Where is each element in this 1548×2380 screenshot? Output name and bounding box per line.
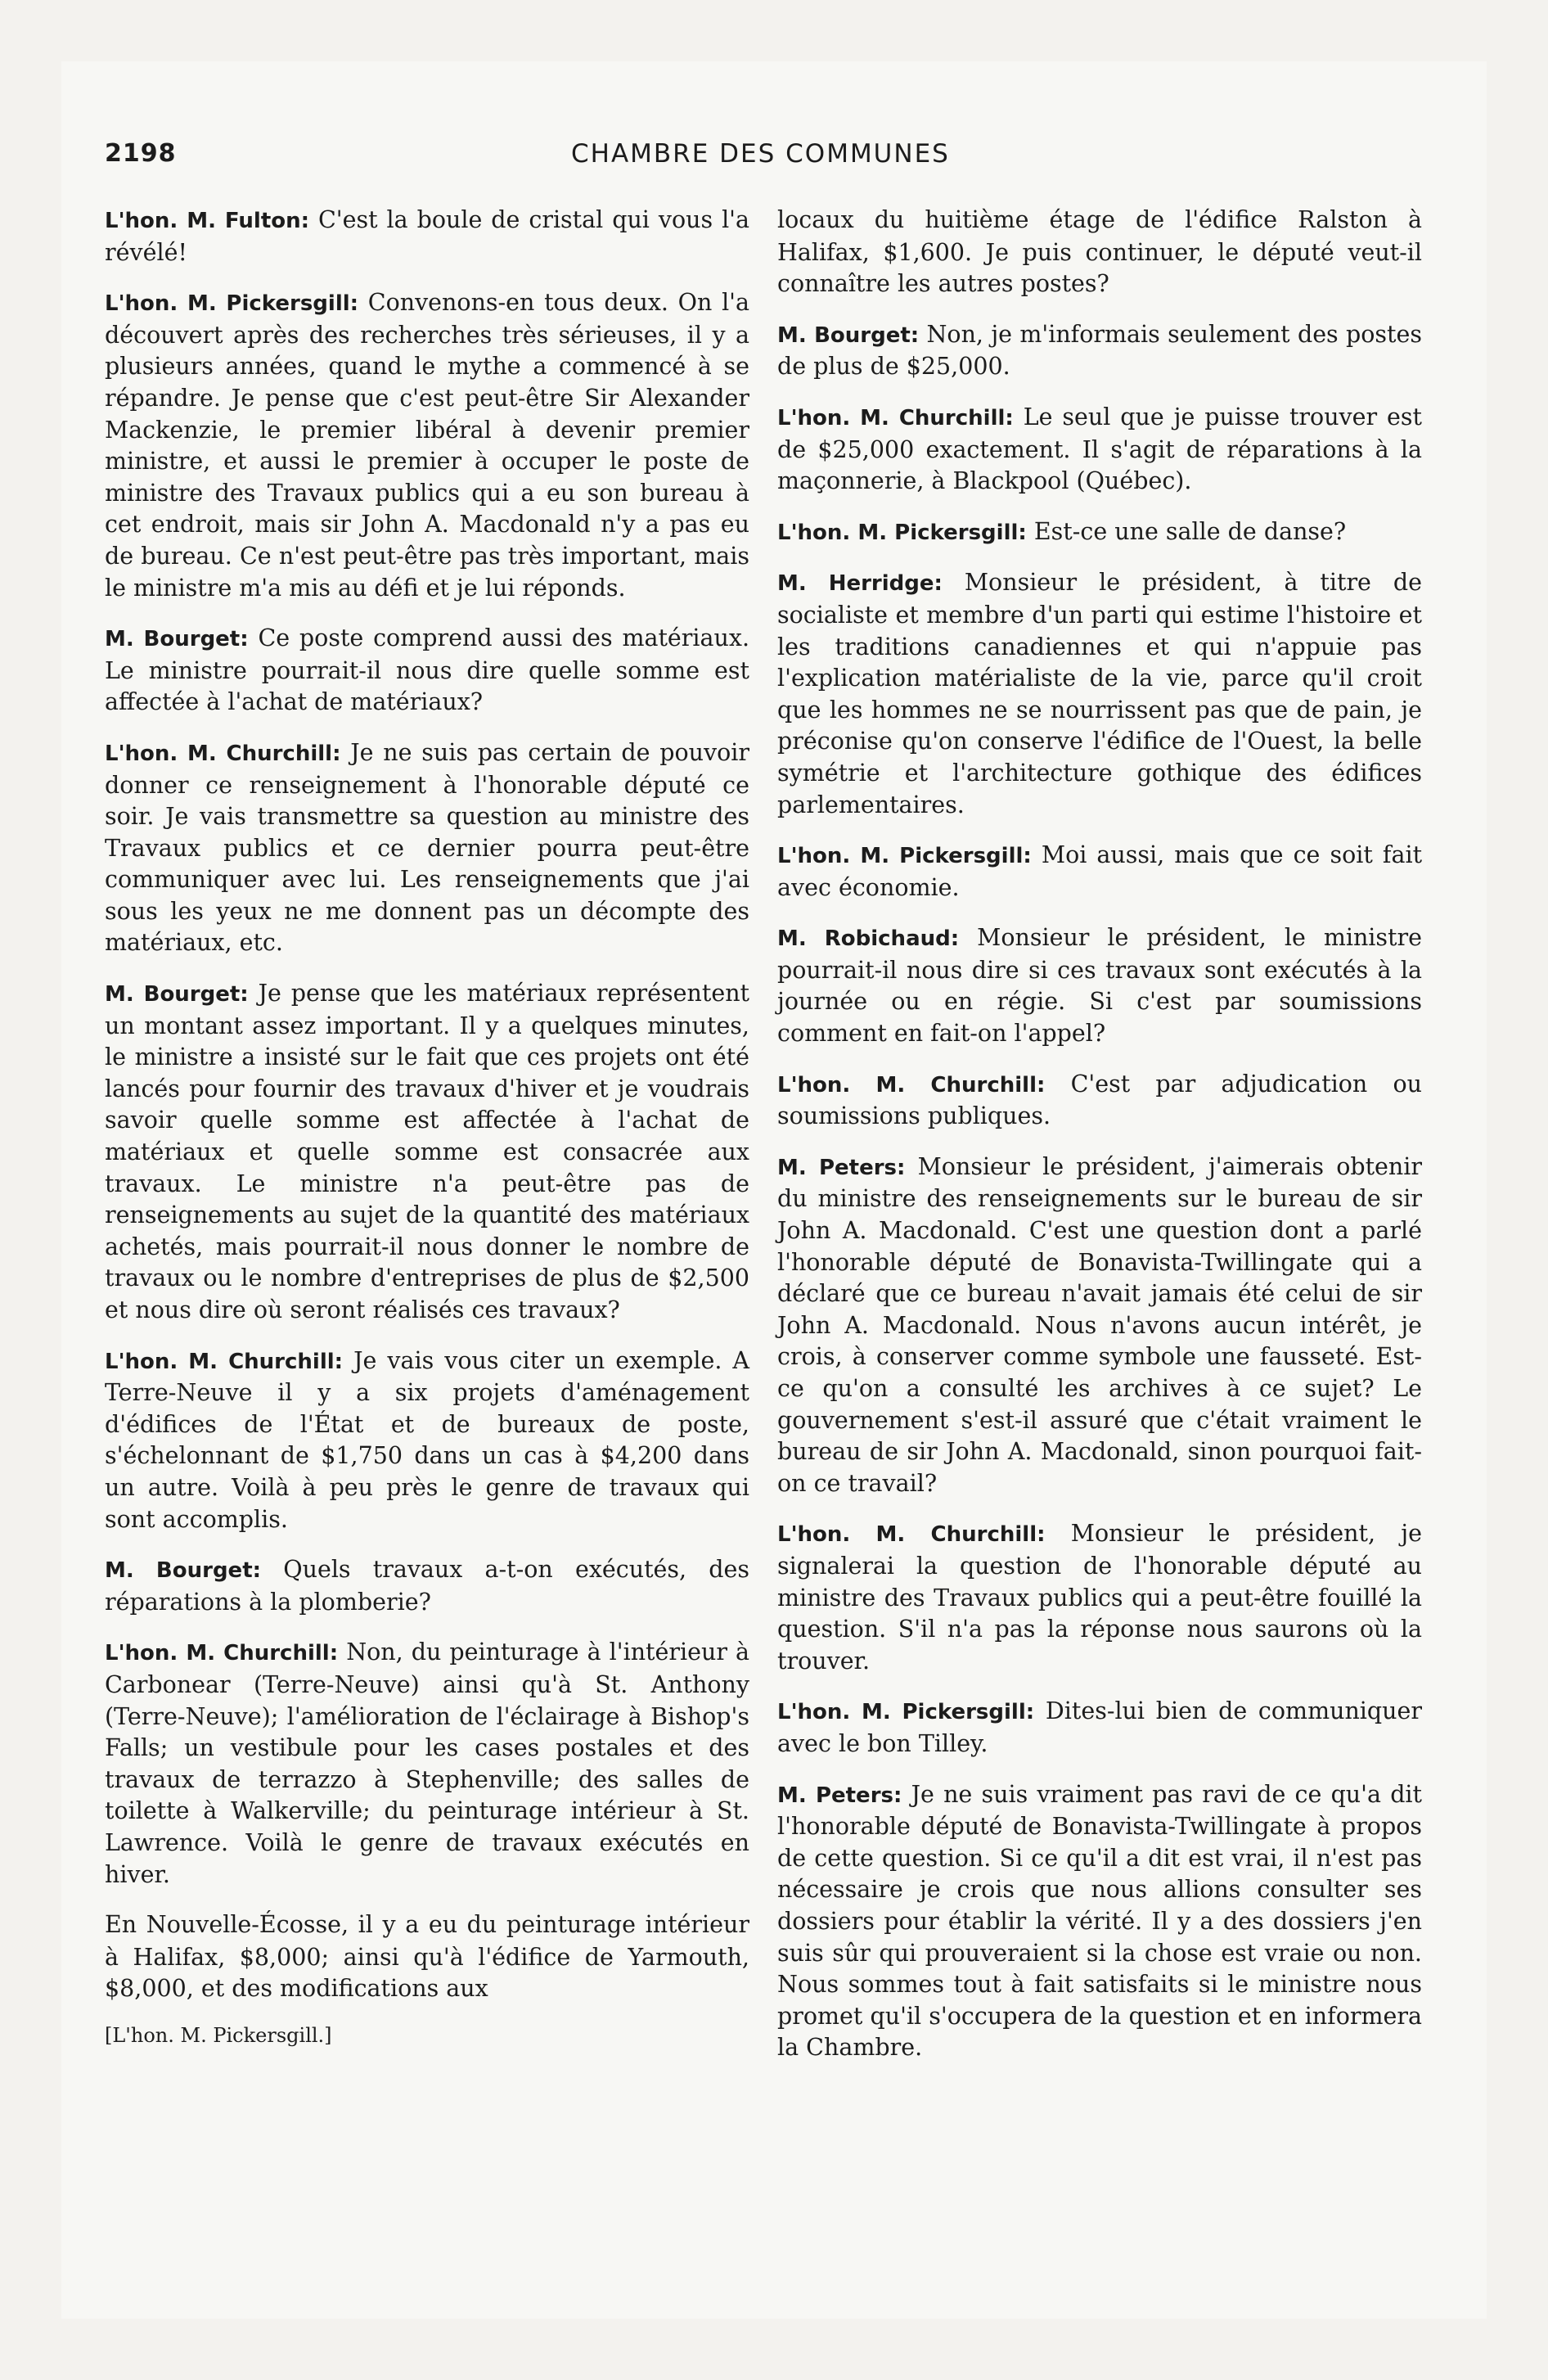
running-title: CHAMBRE DES COMMUNES: [571, 139, 950, 169]
paragraph: [777, 1696, 1422, 1760]
paragraph-text: Monsieur le président, je signalerai la question de l'honorable député au ministre des Travaux publics qui a peut-être fouillé la question. S'il n'a pas la réponse nous saurons où la trouver.: [777, 1520, 1422, 1675]
paragraph-text: Monsieur le président, le ministre pourrait-il nous dire si ces travaux sont exécutés à la journée ou en régie. Si c'est par soumissions comment en fait-on l'appel?: [777, 924, 1422, 1048]
paragraph: [777, 402, 1422, 498]
paragraph-text: Non, du peinturage à l'intérieur à Carbonear (Terre-Neuve) ainsi qu'à St. Anthony (Terre-Neuve); l'amélioration de l'éclairage à Bishop's Falls; un vestibule pour les cases postales et des travaux de terrazzo à Stephenville; des salles de toilette à Walkerville; du peinturage intérieur à St. Lawrence. Voilà le genre de travaux exécutés en hiver.: [105, 1639, 750, 1888]
speaker-name: M. Peters:: [777, 1783, 902, 1808]
paragraph-text: C'est par adjudication ou soumissions publiques.: [777, 1070, 1422, 1130]
paragraph-text: Monsieur le président, à titre de socialiste et membre d'un parti qui estime l'histoire et les traditions canadiennes et qui n'appuie pas l'explication matérialiste de la vie, parce qu'il croit que les hommes ne se nourrissent pas que de pain, je préconise qu'on conserve l'édifice de l'Ouest, la belle symétrie et l'architecture gothique des édifices parlementaires.: [777, 569, 1422, 818]
paragraph: [777, 1518, 1422, 1677]
right-column: [777, 205, 1422, 2083]
paragraph-text: Non, je m'informais seulement des postes de plus de $25,000.: [777, 320, 1422, 381]
paragraph-text: Je ne suis vraiment pas ravi de ce qu'a dit l'honorable député de Bonavista-Twillingate à propos de cette question. Si ce qu'il a dit est vrai, il n'est pas nécessaire je crois que nous allions consulter ses dossiers pour établir la vérité. Il y a des dossiers j'en suis sûr qui prouveraient si la chose est vraie ou non. Nous sommes tout à fait satisfaits si le ministre nous promet qu'il s'occupera de la question et en informera la Chambre.: [777, 1780, 1422, 2062]
paragraph: [105, 1909, 749, 2005]
paragraph-text: Le seul que je puisse trouver est de $25,000 exactement. Il s'agit de réparations à la maçonnerie, à Blackpool (Québec).: [777, 403, 1422, 495]
paragraph-text: Quels travaux a-t-on exécutés, des réparations à la plomberie?: [105, 1556, 750, 1616]
paragraph: [777, 840, 1422, 904]
paragraph-text: Moi aussi, mais que ce soit fait avec économie.: [777, 841, 1423, 901]
speaker-name: L'hon. M. Pickersgill:: [777, 1700, 1035, 1725]
speaker-name: L'hon. M. Churchill:: [777, 1072, 1046, 1098]
paragraph: [777, 1069, 1422, 1133]
paragraph: [105, 623, 749, 719]
speaker-name: L'hon. M. Churchill:: [777, 405, 1014, 430]
paragraph: [105, 287, 749, 604]
speaker-name: L'hon. M. Churchill:: [105, 1641, 339, 1666]
paragraph: [105, 1637, 749, 1891]
footer-reference: [L'hon. M. Pickersgill.]: [105, 2023, 332, 2047]
paragraph-text: Est-ce une salle de danse?: [1033, 517, 1347, 545]
paragraph: [105, 1346, 749, 1536]
paragraph: [777, 1779, 1422, 2064]
paragraph: [777, 1152, 1422, 1500]
speaker-name: L'hon. M. Pickersgill:: [777, 844, 1032, 869]
paragraph: [105, 205, 749, 268]
paragraph: [777, 319, 1422, 383]
paragraph-text: Je pense que les matériaux représentent un montant assez important. Il y a quelques minutes, le ministre a insisté sur le fait que ces projets ont été lancés pour fournir des travaux d'hiver et je voudrais savoir quelle somme est affectée à l'achat de matériaux et quelle somme est consacrée aux travaux. Le ministre n'a peut-être pas de renseignements au sujet de la quantité des matériaux achetés, mais pourrait-il nous donner le nombre de travaux ou le nombre d'entreprises de plus de $2,500 et nous dire où seront réalisés ces travaux?: [105, 980, 750, 1323]
speaker-name: M. Bourget:: [105, 627, 249, 652]
paragraph-text: Dites-lui bien de communiquer avec le bon Tilley.: [777, 1697, 1423, 1757]
paragraph-text: En Nouvelle-Écosse, il y a eu du peinturage intérieur à Halifax, $8,000; ainsi qu'à l'édifice de Yarmouth, $8,000, et des modifications aux: [105, 1911, 749, 2003]
paragraph: [777, 567, 1422, 821]
paragraph-text: Monsieur le président, j'aimerais obtenir du ministre des renseignements sur le bureau de sir John A. Macdonald. C'est une question dont a parlé l'honorable député de Bonavista-Twillingate qui a déclaré que ce bureau n'avait jamais été celui de sir John A. Macdonald. Nous n'avons aucun intérêt, je crois, à conserver comme symbole une fausseté. Est-ce qu'on a consulté les archives à ce sujet? Le gouvernement s'est-il assuré que c'était vraiment le bureau de sir John A. Macdonald, sinon pourquoi fait-on ce travail?: [777, 1152, 1423, 1497]
paragraph-text: Convenons-en tous deux. On l'a découvert après des recherches très sérieuses, il y a plusieurs années, quand le mythe a commencé à se répandre. Je pense que c'est peut-être Sir Alexander Mackenzie, le premier libéral à devenir premier ministre, et aussi le premier à occuper le poste de ministre des Travaux publics qui a eu son bureau à cet endroit, mais sir John A. Macdonald n'y a pas eu de bureau. Ce n'est peut-être pas très important, mais le ministre m'a mis au défi et je lui réponds.: [105, 289, 750, 602]
paragraph-text: Je vais vous citer un exemple. A Terre-Neuve il y a six projets d'aménagement d'édifices de l'État et de bureaux de poste, s'échelonnant de $1,750 dans un cas à $4,200 dans un autre. Voilà à peu près le genre de travaux qui sont accomplis.: [105, 1346, 749, 1533]
paragraph: [777, 922, 1422, 1049]
speaker-name: L'hon. M. Churchill:: [777, 1522, 1046, 1548]
left-column: [105, 205, 749, 2047]
paragraph-text: C'est la boule de cristal qui vous l'a révélé!: [105, 206, 750, 266]
page-number: 2198: [105, 139, 177, 168]
speaker-name: L'hon. M. Churchill:: [105, 1349, 344, 1374]
paragraph: [777, 205, 1422, 300]
paragraph-text: Ce poste comprend aussi des matériaux. Le ministre pourrait-il nous dire quelle somme est affectée à l'achat de matériaux?: [105, 624, 749, 716]
speaker-name: L'hon. M. Pickersgill:: [777, 520, 1027, 545]
paragraph-text: Je ne suis pas certain de pouvoir donner ce renseignement à l'honorable député ce soir. Je vais transmettre sa question au ministre des Travaux publics et ce dernier pourra peut-être communiquer avec lui. Les renseignements que j'ai sous les yeux ne me donnent pas un décompte des matériaux, etc.: [105, 738, 750, 957]
paragraph: [105, 978, 749, 1327]
speaker-name: M. Robichaud:: [777, 926, 960, 952]
paragraph-text: locaux du huitième étage de l'édifice Ralston à Halifax, $1,600. Je puis continuer, le député veut-il connaître les autres postes?: [777, 206, 1422, 298]
speaker-name: M. Peters:: [777, 1155, 906, 1180]
speaker-name: M. Bourget:: [105, 982, 249, 1007]
speaker-name: M. Bourget:: [777, 322, 920, 348]
speaker-name: L'hon. M. Churchill:: [105, 741, 341, 766]
paragraph: [105, 737, 749, 959]
speaker-name: L'hon. M. Fulton:: [105, 209, 310, 233]
speaker-name: M. Herridge:: [777, 571, 943, 597]
paragraph: [777, 516, 1422, 549]
paragraph: [105, 1554, 749, 1618]
speaker-name: L'hon. M. Pickersgill:: [105, 291, 359, 317]
speaker-name: M. Bourget:: [105, 1558, 262, 1584]
page-header: [105, 139, 997, 178]
